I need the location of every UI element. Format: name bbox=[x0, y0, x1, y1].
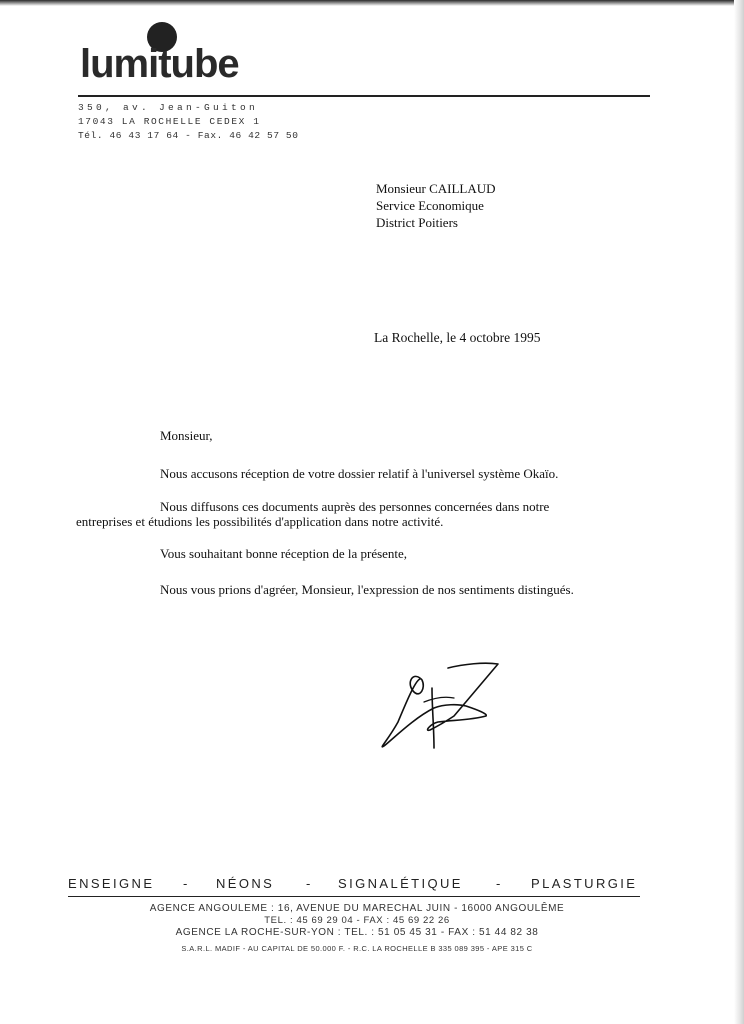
footer-divider bbox=[68, 896, 640, 897]
sender-address bbox=[78, 101, 299, 143]
letterhead-divider bbox=[78, 95, 650, 97]
service-separator: - bbox=[183, 876, 190, 891]
paragraph-1: Nous accusons réception de votre dossier relatif à l'universel système Okaïo. bbox=[160, 466, 559, 481]
address-city: 17043 LA ROCHELLE CEDEX 1 bbox=[78, 116, 261, 127]
service-plasturgie: PLASTURGIE bbox=[531, 876, 638, 891]
paragraph-4: Nous vous prions d'agréer, Monsieur, l'expression de nos sentiments distingués. bbox=[160, 582, 574, 597]
address-street: 350, av. Jean-Guiton bbox=[78, 102, 259, 113]
logo-text: lumitube bbox=[80, 42, 239, 86]
agency-la-roche-sur-yon: AGENCE LA ROCHE-SUR-YON : TEL. : 51 05 45 31 - FAX : 51 44 82 38 bbox=[175, 927, 539, 938]
service-enseigne: ENSEIGNE bbox=[68, 876, 155, 891]
letter-date: La Rochelle, le 4 octobre 1995 bbox=[374, 330, 541, 345]
recipient-name: Monsieur CAILLAUD bbox=[376, 181, 496, 196]
recipient-block bbox=[376, 180, 496, 231]
recipient-district: District Poitiers bbox=[376, 215, 458, 230]
company-logo bbox=[80, 22, 270, 86]
scan-edge-top bbox=[0, 0, 744, 6]
service-separator: - bbox=[306, 876, 313, 891]
paragraph-2-line-1: Nous diffusons ces documents auprès des personnes concernées dans notre bbox=[160, 499, 550, 514]
service-signaletique: SIGNALÉTIQUE bbox=[338, 876, 463, 891]
paragraph-2-line-2: entreprises et étudions les possibilités d'application dans notre activité. bbox=[76, 514, 444, 529]
address-phone: Tél. 46 43 17 64 - Fax. 46 42 57 50 bbox=[78, 130, 299, 141]
company-legal-info: S.A.R.L. MADIF - AU CAPITAL DE 50.000 F. - R.C. LA ROCHELLE B 335 089 395 - APE 315 C bbox=[181, 944, 533, 953]
paragraph-3: Vous souhaitant bonne réception de la présente, bbox=[160, 546, 408, 561]
agency-angouleme-contact: TEL. : 45 69 29 04 - FAX : 45 69 22 26 bbox=[264, 915, 450, 926]
greeting: Monsieur, bbox=[160, 428, 213, 443]
scan-edge-right bbox=[734, 0, 744, 1024]
signature bbox=[374, 658, 504, 754]
recipient-department: Service Economique bbox=[376, 198, 484, 213]
service-neons: NÉONS bbox=[216, 876, 275, 891]
service-separator: - bbox=[496, 876, 503, 891]
agency-angouleme: AGENCE ANGOULEME : 16, AVENUE DU MARECHAL JUIN - 16000 ANGOULÊME bbox=[149, 903, 565, 914]
